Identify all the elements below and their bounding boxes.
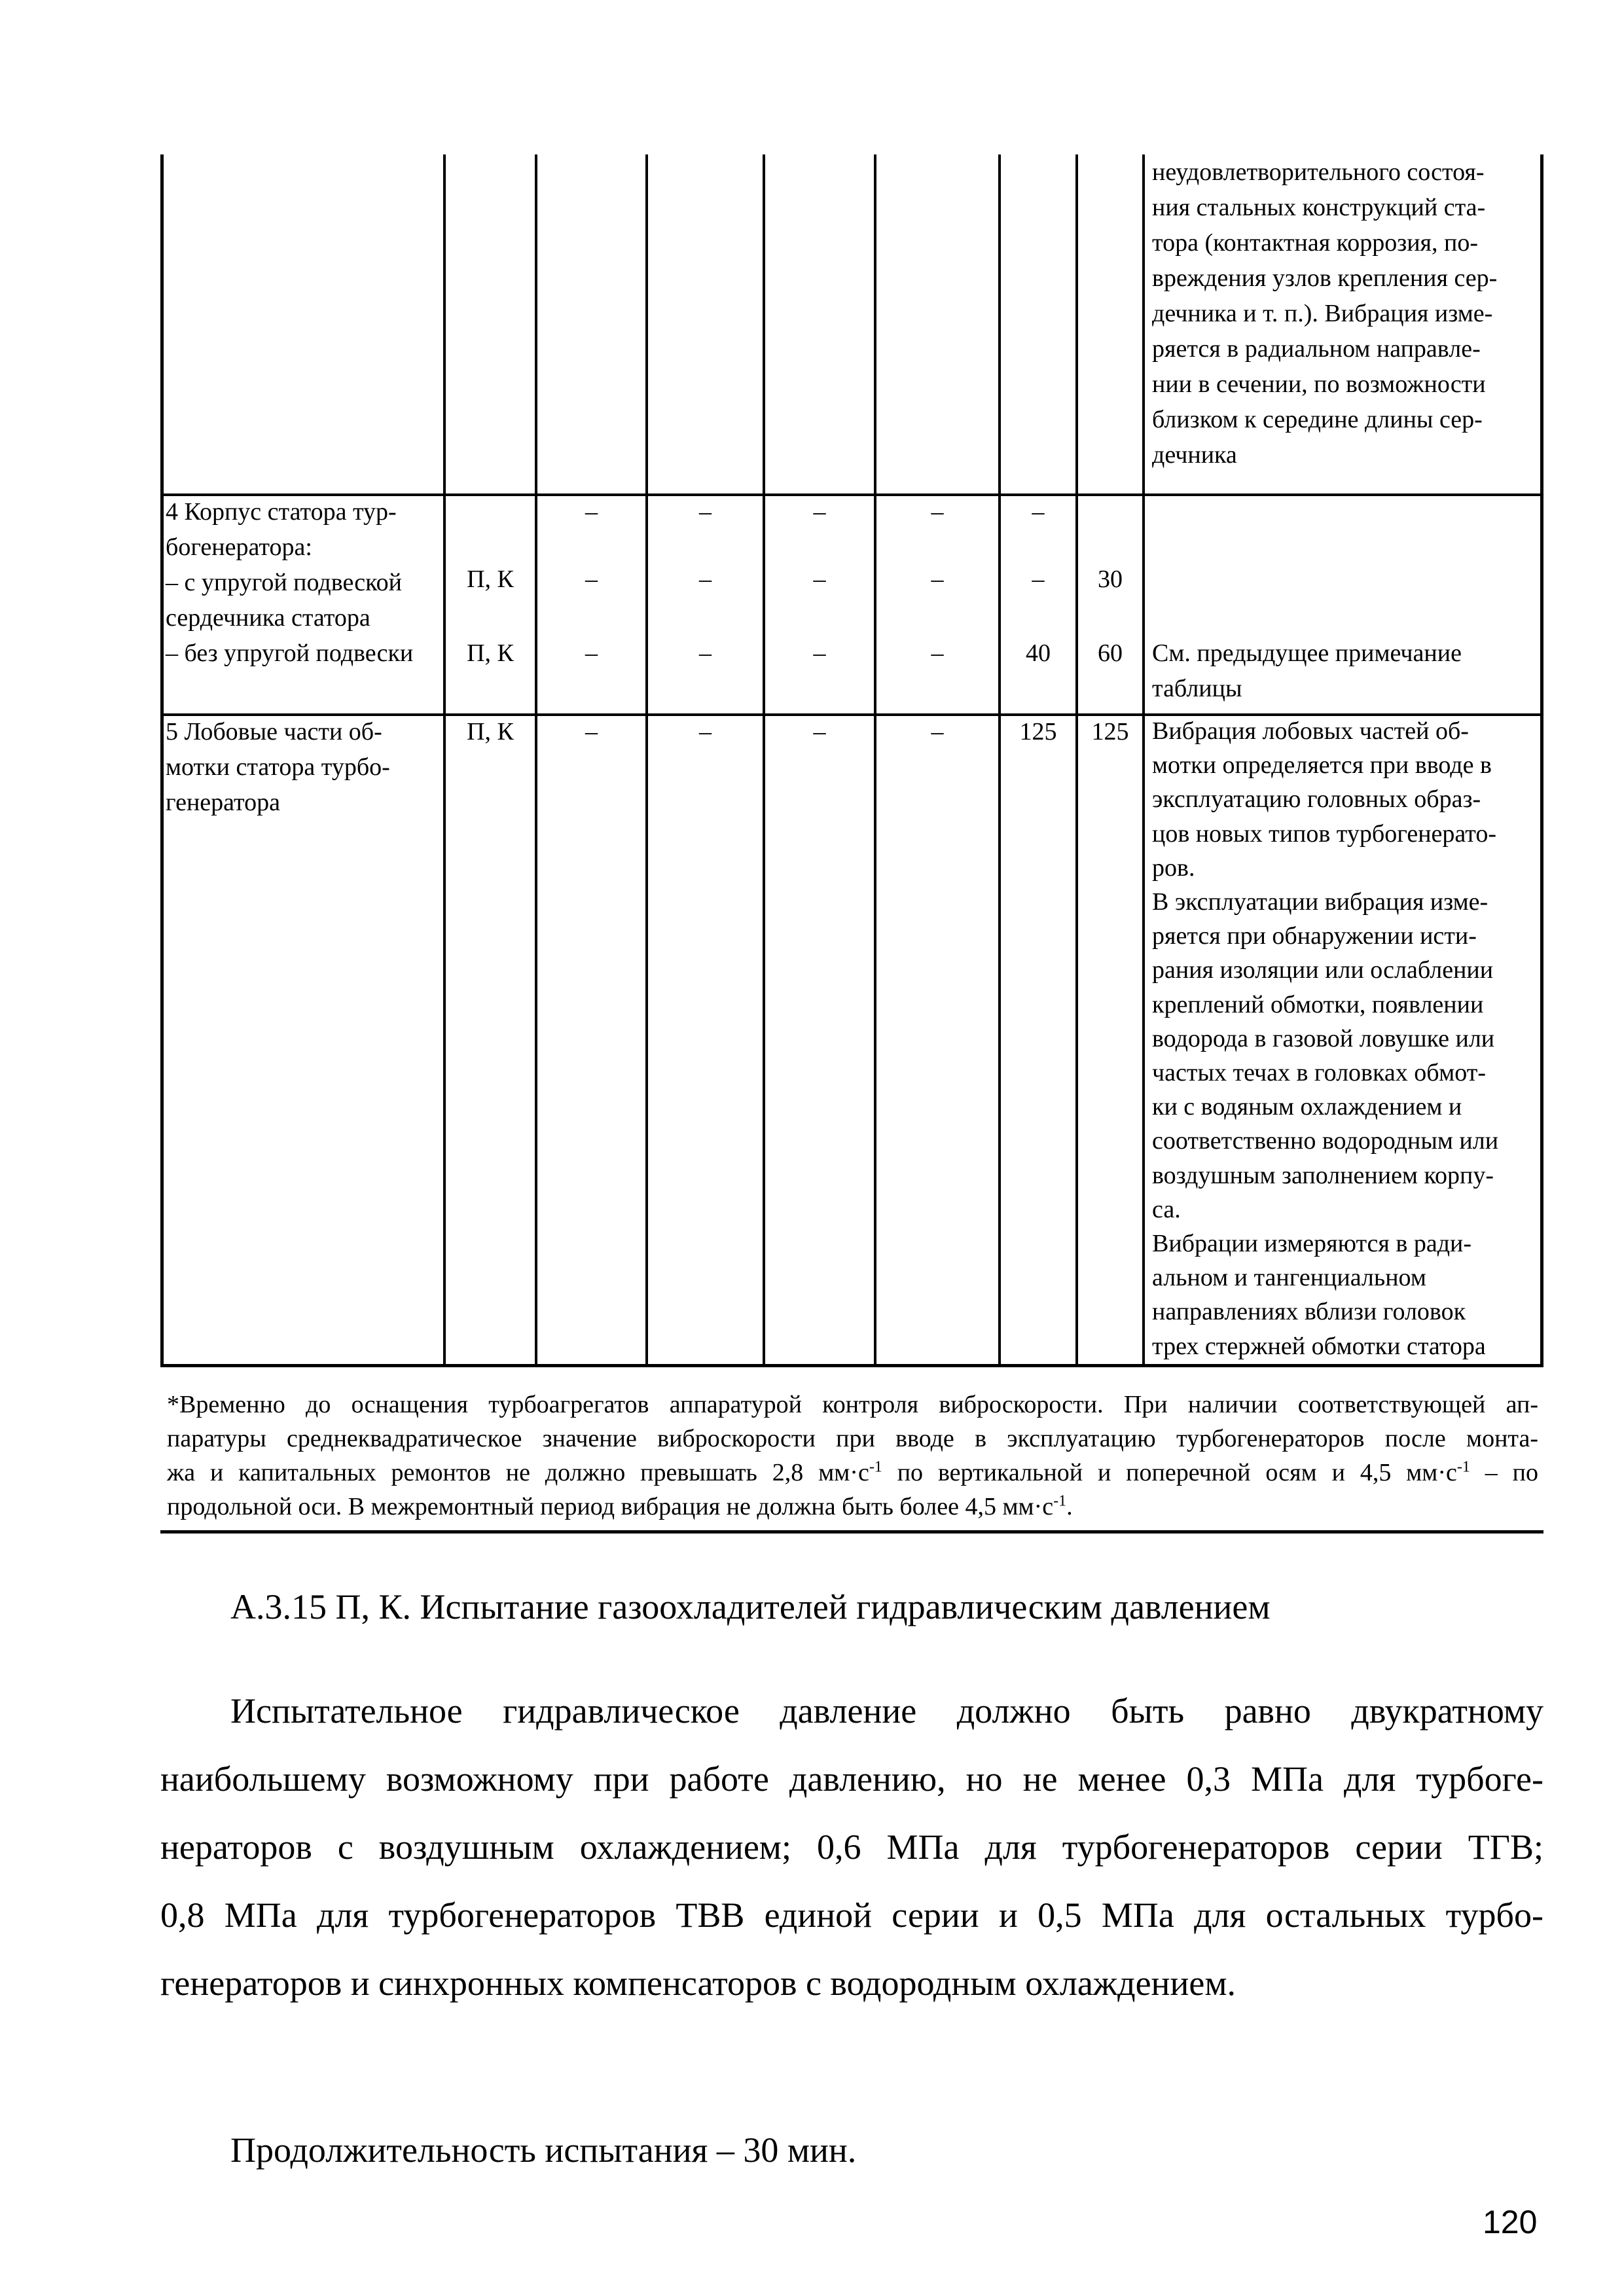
footnote-line: продольной оси. В межремонтный период вибрация не должна быть более 4,5 $мм\cdot с^{-1}$. [167,1492,1073,1520]
table-cell-value: – [585,639,598,667]
table-cell-value: – [813,639,826,667]
table-cell-value: 30 [1098,565,1123,593]
table-border-right [1540,154,1543,1367]
page-number: 120 [1483,2204,1538,2240]
table-cell-category: П, К [467,639,514,667]
paragraph-line: 0,8 МПа для турбогенераторов ТВВ единой серии и 0,5 МПа для остальных турбо- [160,1895,1543,1935]
table-cell-name: 4 Корпус статора тур- богенератора: – с упругой подвеской сердечника статора – без упругой подвески [166,498,414,667]
table-cell-value: – [931,565,944,593]
table-cell-value: 125 [1019,718,1057,745]
table-cell-note: См. предыдущее примечание таблицы [1152,639,1462,702]
table-cell-value: – [699,498,712,526]
table-cell-value: – [813,718,826,745]
column-divider [763,154,765,1367]
paragraph-line: генераторов и синхронных компенсаторов с водородным охлаждением. [160,1964,1236,2003]
table-cell-name: 5 Лобовые части об- мотки статора турбо- генератора [166,718,390,816]
paragraph-line: Испытательное гидравлическое давление должно быть равно двукратному [230,1691,1543,1731]
table-footnote [167,1388,1538,1524]
paragraph [160,1677,1543,2017]
table-border-left [160,154,164,1367]
table-cell-note: Вибрация лобовых частей об- мотки определяется при вводе в эксплуатацию головных образ- цов новых типов турбогенерато- ров. В эксплуатации вибрация изме- ряется при обнаружении исти- рания изоляции или ослаблении креплений обмотки, появлении водорода в газовой ловушке или частых течах в головках обмот- ки с водяным охлаждением и соответственно водородным или воздушным заполнением корпу- са. Вибрации измеряются в ради- альном и тангенциальном направлениях вблизи головок трех стержней обмотки статора [1152,717,1499,1360]
table-cell-value: – [931,639,944,667]
footnote-rule [160,1530,1543,1534]
column-divider [874,154,876,1367]
table-cell-value: – [585,565,598,593]
table-cell-note: неудовлетворительного состоя- ния стальных конструкций ста- тора (контактная коррозия, по- вреждения узлов крепления сер- дечника и т. п.). Вибрация изме- ряется в радиальном направле- нии в сечении, по возможности близком к середине длины сер- дечника [1152,158,1498,469]
table-cell-value: – [813,498,826,526]
table-cell-value: – [585,718,598,745]
paragraph-line: наибольшему возможному при работе давлению, но не менее 0,3 МПа для турбоге- [160,1759,1543,1799]
table-cell-value: 125 [1091,718,1129,745]
footnote-line: жа и капитальных ремонтов не должно превышать 2,8 $мм\cdot с^{-1}$ по вертикальной и поперечной осям и 4,5 $мм\cdot с^{-1}$ – по [167,1458,1538,1486]
footnote-line: *Временно до оснащения турбоагрегатов аппаратурой контроля виброскорости. При наличии соответствующей ап- [167,1391,1538,1418]
table-cell-value: – [813,565,826,593]
vibration-table [160,154,1543,1367]
column-divider [998,154,1001,1367]
column-divider [535,154,537,1367]
table-cell-value: 40 [1026,639,1051,667]
table-border-bottom [160,1364,1543,1367]
table-cell-value: – [931,718,944,745]
column-divider [443,154,446,1367]
table-cell-value: – [699,565,712,593]
column-divider [645,154,648,1367]
table-cell-value: – [699,718,712,745]
table-cell-value: – [585,498,598,526]
paragraph-duration: Продолжительность испытания – 30 мин. [230,2130,857,2170]
table-cell-value: – [1032,498,1045,526]
table-cell-value: – [699,639,712,667]
footnote-line: паратуры среднеквадратическое значение виброскорости при вводе в эксплуатацию турбогенераторов после монта- [167,1425,1538,1452]
section-heading: А.3.15 П, К. Испытание газоохладителей гидравлическим давлением [230,1587,1271,1626]
column-divider [1142,154,1145,1367]
column-divider [1075,154,1078,1367]
table-cell-value: – [1032,565,1045,593]
paragraph-line: нераторов с воздушным охлаждением; 0,6 МПа для турбогенераторов серии ТГВ; [160,1827,1543,1867]
table-cell-category: П, К [467,565,514,593]
table-cell-category: П, К [467,718,514,745]
table-cell-value: 60 [1098,639,1123,667]
table-cell-value: – [931,498,944,526]
